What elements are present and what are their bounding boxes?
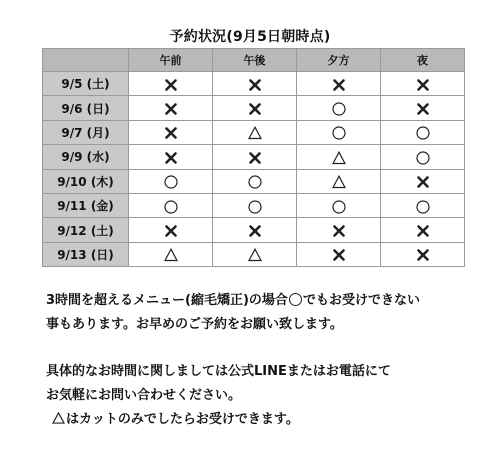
cross-icon (248, 102, 262, 116)
slot-cell (129, 218, 213, 242)
slot-cell (297, 193, 381, 217)
date-cell: 9/11 (金) (43, 193, 129, 217)
cross-icon (416, 175, 430, 189)
slot-cell (381, 242, 465, 266)
slot-cell (129, 145, 213, 169)
circle-icon (248, 200, 262, 214)
slot-cell (213, 193, 297, 217)
cross-icon (248, 151, 262, 165)
triangle-icon (248, 126, 262, 140)
circle-icon (416, 200, 430, 214)
cross-icon (164, 151, 178, 165)
header-evening: 夕方 (297, 49, 381, 72)
reservation-table (42, 48, 465, 267)
header-corner (43, 49, 129, 72)
date-cell: 9/12 (土) (43, 218, 129, 242)
slot-cell (213, 169, 297, 193)
slot-cell (381, 218, 465, 242)
note-text: でもお受けできない (302, 293, 420, 308)
table-header-row (43, 49, 465, 72)
table-row (43, 120, 465, 144)
header-night: 夜 (381, 49, 465, 72)
cross-icon (164, 126, 178, 140)
slot-cell (381, 193, 465, 217)
cross-icon (416, 224, 430, 238)
slot-cell (297, 72, 381, 96)
date-cell: 9/10 (木) (43, 169, 129, 193)
note-line-3: 具体的なお時間に関しましては公式LINEまたはお電話にて (46, 364, 391, 379)
slot-cell (381, 96, 465, 120)
table-row (43, 145, 465, 169)
note-text: はカットのみでしたらお受けできます。 (66, 412, 299, 427)
table-row (43, 242, 465, 266)
note-line-5 (46, 408, 476, 432)
cross-icon (164, 224, 178, 238)
slot-cell (213, 218, 297, 242)
slot-cell (297, 145, 381, 169)
page-title: 予約状況(9月5日朝時点) (169, 29, 331, 45)
triangle-icon (248, 248, 262, 262)
notes-block-2 (46, 360, 476, 432)
cross-icon (248, 224, 262, 238)
slot-cell (297, 120, 381, 144)
cross-icon (416, 78, 430, 92)
cross-icon (416, 248, 430, 262)
slot-cell (129, 72, 213, 96)
slot-cell (213, 145, 297, 169)
triangle-icon (52, 412, 65, 424)
table-row (43, 218, 465, 242)
slot-cell (129, 169, 213, 193)
circle-icon (332, 200, 346, 214)
circle-icon (164, 175, 178, 189)
circle-icon (416, 151, 430, 165)
note-text: 3時間を超えるメニュー(縮毛矯正)の場合 (46, 293, 288, 308)
circle-icon (164, 200, 178, 214)
slot-cell (129, 96, 213, 120)
table-row (43, 193, 465, 217)
notes-block-1 (46, 289, 476, 337)
cross-icon (164, 102, 178, 116)
slot-cell (129, 242, 213, 266)
table-row (43, 72, 465, 96)
slot-cell (213, 72, 297, 96)
circle-icon (332, 126, 346, 140)
date-cell: 9/5 (土) (43, 72, 129, 96)
date-cell: 9/13 (日) (43, 242, 129, 266)
triangle-icon (332, 151, 346, 165)
cross-icon (416, 102, 430, 116)
circle-icon (416, 126, 430, 140)
cross-icon (164, 78, 178, 92)
slot-cell (297, 96, 381, 120)
slot-cell (213, 242, 297, 266)
slot-cell (297, 169, 381, 193)
note-line-1 (46, 289, 476, 313)
circle-icon (248, 175, 262, 189)
circle-icon (332, 102, 346, 116)
slot-cell (213, 96, 297, 120)
table-row (43, 169, 465, 193)
note-line-4: お気軽にお問い合わせください。 (46, 388, 242, 403)
triangle-icon (332, 175, 346, 189)
table-row (43, 96, 465, 120)
table-body (43, 72, 465, 267)
slot-cell (297, 242, 381, 266)
date-cell: 9/6 (日) (43, 96, 129, 120)
date-cell: 9/7 (月) (43, 120, 129, 144)
header-afternoon: 午後 (213, 49, 297, 72)
slot-cell (381, 120, 465, 144)
note-line-2: 事もあります。お早めのご予約をお願い致します。 (46, 317, 343, 332)
slot-cell (381, 145, 465, 169)
cross-icon (332, 224, 346, 238)
cross-icon (332, 78, 346, 92)
slot-cell (297, 218, 381, 242)
slot-cell (381, 169, 465, 193)
cross-icon (332, 248, 346, 262)
header-morning: 午前 (129, 49, 213, 72)
slot-cell (129, 193, 213, 217)
triangle-icon (164, 248, 178, 262)
date-cell: 9/9 (水) (43, 145, 129, 169)
slot-cell (129, 120, 213, 144)
slot-cell (213, 120, 297, 144)
slot-cell (381, 72, 465, 96)
circle-icon (289, 293, 302, 306)
cross-icon (248, 78, 262, 92)
